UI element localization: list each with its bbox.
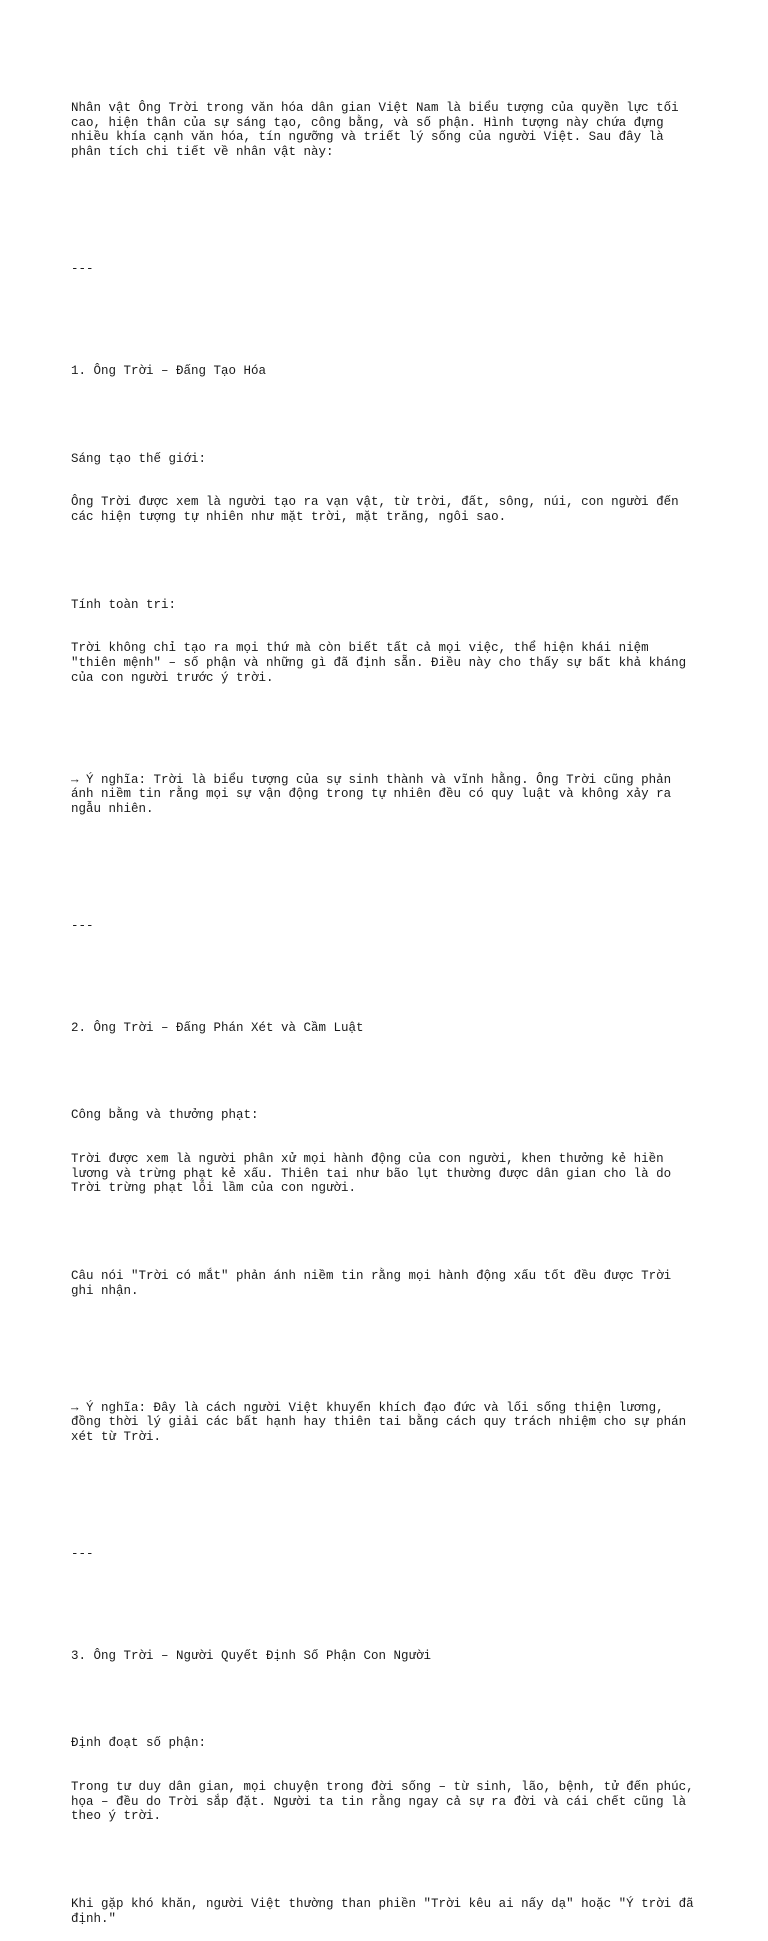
section-3-subtitle-1: Định đoạt số phận: (71, 1736, 207, 1751)
section-2-quote: Câu nói "Trời có mắt" phản ánh niềm tin rằng mọi hành động xấu tốt đều được Trời ghi nhận. (71, 1268, 672, 1298)
section-2-heading: 2. Ông Trời – Đấng Phán Xét và Cầm Luật (71, 1020, 364, 1035)
section-1-body-1: Ông Trời được xem là người tạo ra vạn vật, từ trời, đất, sông, núi, con người đến các hiện tượng tự nhiên như mặt trời, mặt trăng, ngôi sao. (71, 495, 679, 525)
intro-paragraph: Nhân vật Ông Trời trong văn hóa dân gian Việt Nam là biểu tượng của quyền lực tối cao, hiện thân của sự sáng tạo, công bằng, và số phận. Hình tượng này chứa đựng nhiều khía cạnh văn hóa, tín ngưỡng và triết lý sống của người Việt. Sau đây là phân tích chi tiết về nhân vật này: (71, 101, 679, 159)
separator: --- (71, 1546, 94, 1561)
section-3-heading: 3. Ông Trời – Người Quyết Định Số Phận Con Người (71, 1648, 432, 1663)
section-3-body-1: Trong tư duy dân gian, mọi chuyện trong đời sống – từ sinh, lão, bệnh, tử đến phúc, họa – đều do Trời sắp đặt. Người ta tin rằng ngay cả sự ra đời và cái chết cũng là theo ý trời. (71, 1780, 694, 1824)
section-2-body-1: Trời được xem là người phân xử mọi hành động của con người, khen thưởng kẻ hiền lương và trừng phạt kẻ xấu. Thiên tai như bão lụt thường được dân gian cho là do Trời trừng phạt lỗi lầm của con người. (71, 1152, 672, 1196)
section-3-quote: Khi gặp khó khăn, người Việt thường than phiền "Trời kêu ai nấy dạ" hoặc "Ý trời đã định." (71, 1896, 694, 1926)
section-1-subtitle-2: Tính toàn tri: (71, 597, 177, 612)
section-1-meaning: → Ý nghĩa: Trời là biểu tượng của sự sinh thành và vĩnh hằng. Ông Trời cũng phản ánh niềm tin rằng mọi sự vận động trong tự nhiên đều có quy luật và không xảy ra ngẫu nhiên. (71, 772, 672, 816)
separator: --- (71, 261, 94, 276)
section-2-meaning: → Ý nghĩa: Đây là cách người Việt khuyến khích đạo đức và lối sống thiện lương, đồng thời lý giải các bất hạnh hay thiên tai bằng cách quy trách nhiệm cho sự phán xét từ Trời. (71, 1400, 687, 1444)
section-1-subtitle-1: Sáng tạo thế giới: (71, 451, 207, 466)
section-1-heading: 1. Ông Trời – Đấng Tạo Hóa (71, 364, 267, 379)
separator: --- (71, 918, 94, 933)
section-1-body-2: Trời không chỉ tạo ra mọi thứ mà còn biết tất cả mọi việc, thể hiện khái niệm "thiên mệnh" – số phận và những gì đã định sẵn. Điều này cho thấy sự bất khả kháng của con người trước ý trời. (71, 641, 687, 685)
document-page (71, 72, 711, 1941)
section-2-subtitle-1: Công bằng và thưởng phạt: (71, 1108, 259, 1123)
